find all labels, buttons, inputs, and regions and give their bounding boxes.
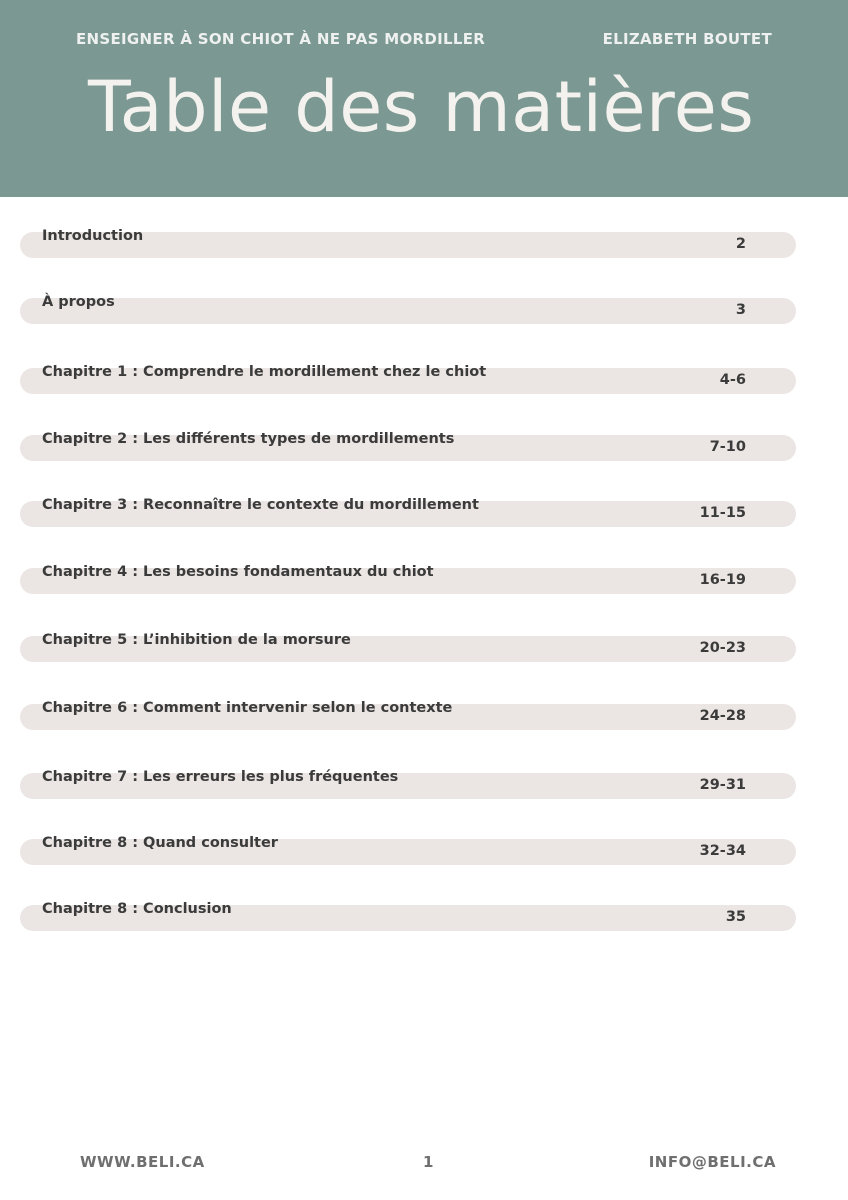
toc-entry-label: Chapitre 4 : Les besoins fondamentaux du chiot [42,564,434,580]
footer-page-number: 1 [423,1153,434,1171]
toc-entry-page: 4-6 [719,372,746,388]
toc-entry-label: Chapitre 3 : Reconnaître le contexte du mordillement [42,497,479,513]
toc-entry-page: 11-15 [699,505,746,521]
toc-entry-label: Chapitre 8 : Conclusion [42,901,232,917]
toc-entry-introduction[interactable] [20,228,796,258]
footer-website[interactable]: WWW.BELI.CA [80,1153,205,1171]
toc-entry-chapitre-7[interactable] [20,769,796,799]
toc-entry-label: Chapitre 1 : Comprendre le mordillement chez le chiot [42,364,487,380]
toc-entry-page: 24-28 [699,708,746,724]
toc-entry-page: 35 [725,909,746,925]
toc-entry-page: 20-23 [699,640,746,656]
footer-email[interactable]: INFO@BELI.CA [648,1153,776,1171]
toc-entry-page: 32-34 [699,843,746,859]
toc-entry-label: Chapitre 6 : Comment intervenir selon le contexte [42,700,453,716]
header-banner [0,0,848,197]
toc-entry-label: Chapitre 7 : Les erreurs les plus fréquentes [42,769,399,785]
toc-entry-conclusion[interactable] [20,901,796,931]
toc-entry-page: 2 [735,236,746,252]
toc-entry-a-propos[interactable] [20,294,796,324]
toc-entry-chapitre-8[interactable] [20,835,796,865]
toc-entry-label: Chapitre 2 : Les différents types de mordillements [42,431,455,447]
toc-entry-page: 16-19 [699,572,746,588]
toc-entry-chapitre-2[interactable] [20,431,796,461]
book-title: ENSEIGNER À SON CHIOT À NE PAS MORDILLER [76,30,486,48]
page-title: Table des matières [88,66,755,148]
toc-entry-label: Chapitre 8 : Quand consulter [42,835,278,851]
toc-entry-label: Introduction [42,228,144,244]
toc-entry-chapitre-3[interactable] [20,497,796,527]
toc-entry-chapitre-4[interactable] [20,564,796,594]
toc-entry-label: À propos [42,294,115,310]
toc-entry-page: 7-10 [709,439,746,455]
toc-entry-chapitre-5[interactable] [20,632,796,662]
toc-entry-chapitre-6[interactable] [20,700,796,730]
toc-entry-page: 29-31 [699,777,746,793]
author-name: ELIZABETH BOUTET [602,30,772,48]
toc-entry-chapitre-1[interactable] [20,364,796,394]
toc-entry-label: Chapitre 5 : L’inhibition de la morsure [42,632,351,648]
toc-entry-page: 3 [735,302,746,318]
